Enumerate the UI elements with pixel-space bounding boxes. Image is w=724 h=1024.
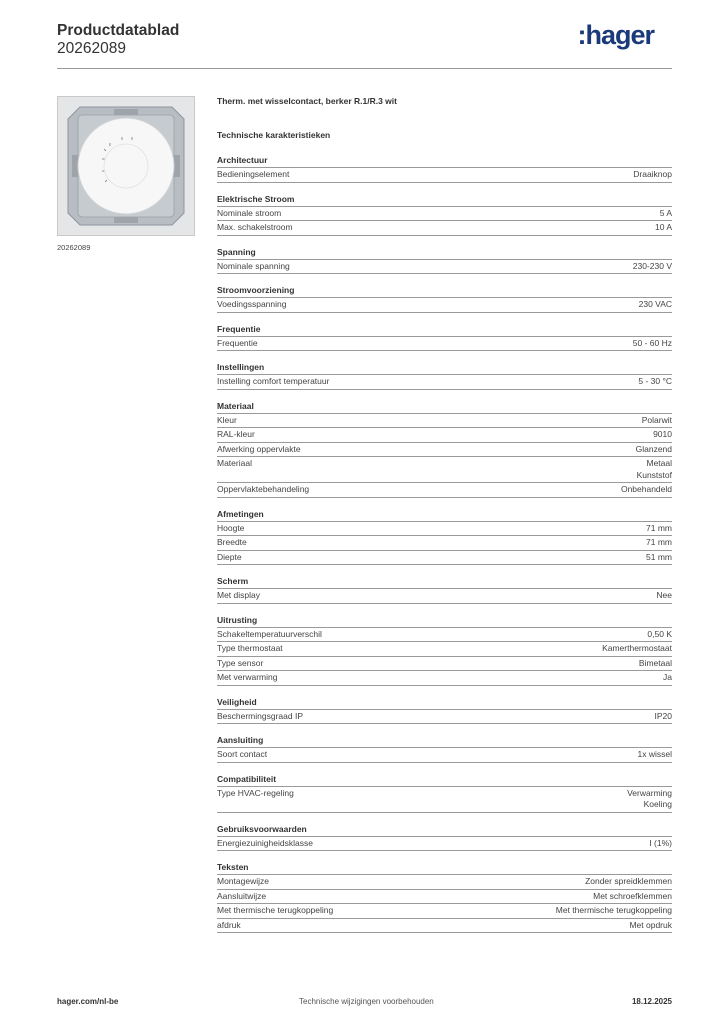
spec-row (217, 260, 672, 275)
spec-value (585, 876, 672, 888)
spec-section (217, 575, 672, 604)
spec-label: Breedte (217, 537, 247, 547)
spec-label: Type HVAC-regeling (217, 787, 294, 798)
spec-value-line: Zonder spreidklemmen (585, 876, 672, 886)
spec-section (217, 773, 672, 813)
hager-logo: :hager (577, 20, 654, 50)
spec-value-line: 50 - 60 Hz (632, 337, 672, 348)
section-heading: Veiligheid (217, 696, 672, 710)
spec-value-line: 9010 (653, 429, 672, 439)
spec-value (646, 537, 672, 549)
spec-section (217, 323, 672, 352)
spec-label: Diepte (217, 551, 242, 562)
spec-value-line: Metaal (646, 458, 672, 468)
spec-label: Materiaal (217, 458, 252, 468)
section-heading: Gebruiksvoorwaarden (217, 823, 672, 837)
spec-row (217, 657, 672, 672)
spec-value (646, 523, 672, 535)
spec-value (633, 338, 672, 350)
spec-value-line: Ja (663, 672, 672, 682)
spec-value-line: IP20 (654, 710, 672, 721)
spec-value (639, 658, 672, 670)
spec-row (217, 443, 672, 458)
spec-value-line: 71 mm (646, 522, 672, 533)
spec-value-line: Met schroefklemmen (593, 890, 672, 901)
spec-value-line: Draaiknop (633, 169, 672, 179)
spec-label: Voedingsspanning (217, 299, 287, 309)
spec-label: Aansluitwijze (217, 890, 267, 901)
spec-row (217, 748, 672, 763)
spec-label: Frequentie (217, 337, 258, 348)
spec-row (217, 787, 672, 813)
spec-value-line: 71 mm (646, 537, 672, 547)
spec-label: Montagewijze (217, 876, 269, 886)
footer-website: hager.com/nl-be (57, 997, 119, 1006)
spec-value (639, 299, 672, 311)
spec-label: Met thermische terugkoppeling (217, 905, 334, 915)
spec-value-line: Met opdruk (629, 919, 672, 930)
spec-label: Bedieningselement (217, 169, 290, 179)
spec-label: Type thermostaat (217, 643, 283, 653)
spec-row (217, 207, 672, 222)
product-name: Therm. met wisselcontact, berker R.1/R.3 wit (217, 96, 397, 106)
doc-number: 20262089 (57, 40, 126, 57)
section-heading: Afmetingen (217, 508, 672, 522)
spec-row (217, 837, 672, 852)
spec-label: Type sensor (217, 657, 264, 668)
spec-value (656, 590, 672, 602)
spec-value (649, 838, 672, 850)
section-heading: Teksten (217, 861, 672, 875)
section-heading: Uitrusting (217, 614, 672, 628)
spec-sections (217, 154, 672, 933)
spec-row (217, 457, 672, 483)
spec-label: Beschermingsgraad IP (217, 710, 303, 721)
spec-row (217, 875, 672, 890)
product-image (57, 96, 195, 236)
section-heading: Stroomvoorziening (217, 284, 672, 298)
spec-section (217, 246, 672, 275)
spec-label: Oppervlaktebehandeling (217, 484, 310, 494)
section-heading: Architectuur (217, 154, 672, 168)
spec-value-line: Kunststof (636, 469, 672, 480)
spec-content (217, 95, 672, 943)
spec-row (217, 337, 672, 352)
section-heading: Instellingen (217, 361, 672, 375)
spec-value (646, 552, 672, 564)
spec-row (217, 628, 672, 643)
tech-characteristics-heading: Technische karakteristieken (217, 130, 331, 140)
section-heading: Elektrische Stroom (217, 193, 672, 207)
spec-value-line: 230-230 V (632, 260, 672, 271)
spec-section (217, 508, 672, 566)
spec-value-line: Kamerthermostaat (602, 643, 672, 653)
spec-section (217, 823, 672, 852)
spec-value-line: 1x wissel (637, 749, 672, 759)
spec-value (627, 788, 672, 811)
spec-row (217, 919, 672, 934)
section-heading: Aansluiting (217, 734, 672, 748)
spec-row (217, 710, 672, 725)
product-image-caption: 20262089 (57, 243, 91, 252)
spec-value (642, 415, 672, 427)
spec-label: afdruk (217, 919, 241, 930)
spec-section (217, 361, 672, 390)
spec-value-line: Bimetaal (638, 657, 672, 668)
spec-row (217, 589, 672, 604)
spec-label: Kleur (217, 414, 237, 425)
spec-value (663, 672, 672, 684)
spec-value (638, 376, 672, 388)
spec-row (217, 428, 672, 443)
spec-value (633, 169, 672, 181)
section-heading: Scherm (217, 575, 672, 589)
spec-value (556, 905, 672, 917)
section-heading: Spanning (217, 246, 672, 260)
spec-value-line: Nee (656, 590, 672, 600)
spec-label: Schakeltemperatuurverschil (217, 628, 322, 639)
spec-row (217, 890, 672, 905)
spec-row (217, 904, 672, 919)
section-heading: Compatibiliteit (217, 773, 672, 787)
spec-value (621, 484, 672, 496)
spec-value (638, 749, 672, 761)
spec-section (217, 193, 672, 236)
section-heading: Materiaal (217, 400, 672, 414)
spec-value (633, 261, 672, 273)
spec-label: Hoogte (217, 522, 245, 533)
spec-section (217, 734, 672, 763)
spec-row (217, 221, 672, 236)
spec-row (217, 375, 672, 390)
spec-row (217, 483, 672, 498)
spec-row (217, 536, 672, 551)
spec-value-line: 5 A (659, 207, 672, 218)
spec-section (217, 284, 672, 313)
spec-value-line: 10 A (654, 222, 672, 232)
spec-value (602, 643, 672, 655)
spec-section (217, 400, 672, 498)
footer-disclaimer: Technische wijzigingen voorbehouden (299, 997, 434, 1006)
spec-value-line: I (1%) (649, 837, 672, 848)
doc-title: Productdatablad (57, 22, 180, 39)
spec-row (217, 414, 672, 429)
spec-section (217, 696, 672, 725)
spec-value-line: Verwarming (627, 787, 672, 798)
spec-row (217, 551, 672, 566)
spec-value-line: 230 VAC (638, 299, 672, 309)
spec-value (647, 629, 672, 641)
spec-label: Nominale spanning (217, 260, 290, 271)
spec-section (217, 154, 672, 183)
spec-value-line: Onbehandeld (620, 484, 672, 494)
spec-value (655, 711, 673, 723)
spec-value (629, 920, 672, 932)
spec-value (653, 429, 672, 441)
spec-label: Met verwarming (217, 672, 278, 682)
spec-label: Max. schakelstroom (217, 222, 293, 232)
spec-value (593, 891, 672, 903)
spec-value-line: Glanzend (635, 443, 672, 454)
spec-label: Instelling comfort temperatuur (217, 376, 330, 386)
spec-label: Met display (217, 590, 260, 600)
spec-value (636, 444, 672, 456)
header-divider (57, 68, 672, 69)
spec-value (655, 222, 672, 234)
page-header (57, 22, 672, 72)
spec-row (217, 168, 672, 183)
thermostat-illustration (58, 97, 194, 235)
spec-row (217, 642, 672, 657)
spec-value-line: 5 - 30 °C (638, 376, 672, 386)
spec-value (637, 458, 672, 481)
spec-row (217, 298, 672, 313)
footer-date: 18.12.2025 (631, 997, 672, 1006)
spec-row (217, 522, 672, 537)
spec-row (217, 671, 672, 686)
spec-label: Energiezuinigheidsklasse (217, 837, 313, 848)
spec-value-line: 0,50 K (647, 628, 672, 639)
spec-value (660, 208, 672, 220)
spec-label: Soort contact (217, 749, 268, 759)
spec-value-line: Met thermische terugkoppeling (555, 905, 672, 915)
section-heading: Frequentie (217, 323, 672, 337)
spec-value-line: Polarwit (641, 414, 672, 425)
spec-section (217, 614, 672, 686)
spec-label: Nominale stroom (217, 207, 282, 218)
spec-value-line: 51 mm (646, 551, 672, 562)
spec-label: RAL-kleur (217, 429, 255, 439)
spec-value-line: Koeling (643, 799, 672, 809)
spec-label: Afwerking oppervlakte (217, 443, 301, 454)
spec-section (217, 861, 672, 933)
